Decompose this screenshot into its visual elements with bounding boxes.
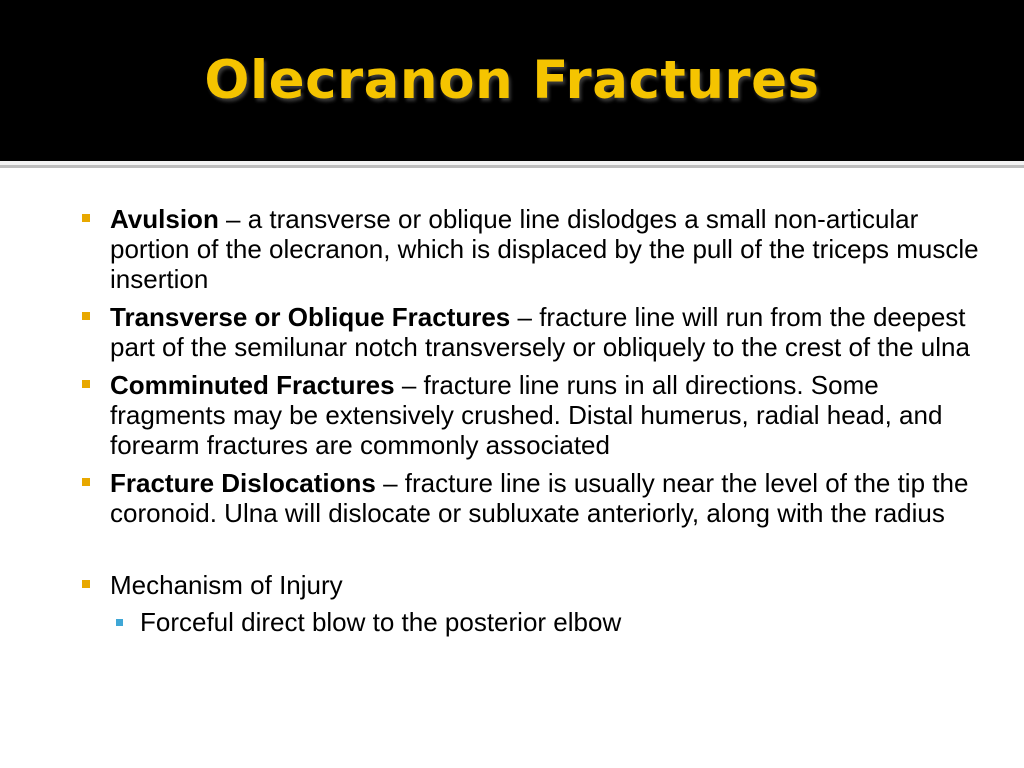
mechanism-label: Mechanism of Injury	[110, 570, 343, 600]
square-bullet-icon	[82, 214, 90, 222]
bullet-text: – fracture line is usually near the level of the tip the coronoid. Ulna will dislocate or subluxate anteriorly, along with the radius	[110, 468, 969, 528]
bullet-term: Fracture Dislocations	[110, 468, 376, 498]
square-bullet-icon	[82, 478, 90, 486]
sub-bullet-list	[110, 607, 990, 637]
bullet-list	[80, 204, 990, 645]
bullet-item-transverse-oblique	[80, 302, 990, 362]
title-divider	[0, 161, 1024, 168]
square-bullet-icon	[82, 312, 90, 320]
bullet-text: – fracture line will run from the deepest part of the semilunar notch transversely or obliquely to the crest of the ulna	[110, 302, 970, 362]
bullet-item-comminuted	[80, 370, 990, 460]
square-bullet-icon	[82, 580, 90, 588]
bullet-text: – a transverse or oblique line dislodges a small non-articular portion of the olecranon, which is displaced by the pull of the triceps muscle insertion	[110, 204, 979, 294]
sub-bullet-text: Forceful direct blow to the posterior elbow	[140, 607, 622, 637]
slide-title: Olecranon Fractures	[204, 50, 820, 111]
bullet-text: – fracture line runs in all directions. Some fragments may be extensively crushed. Distal humerus, radial head, and forearm fractures are commonly associated	[110, 370, 943, 460]
bullet-item-mechanism	[80, 570, 990, 637]
title-bar	[0, 0, 1024, 160]
slide-content	[0, 168, 1024, 768]
sub-bullet-item	[110, 607, 990, 637]
bullet-term: Avulsion	[110, 204, 219, 234]
bullet-item-fracture-dislocations	[80, 468, 990, 528]
square-sub-bullet-icon	[116, 619, 123, 626]
bullet-term: Transverse or Oblique Fractures	[110, 302, 511, 332]
bullet-item-avulsion	[80, 204, 990, 294]
square-bullet-icon	[82, 380, 90, 388]
bullet-term: Comminuted Fractures	[110, 370, 395, 400]
